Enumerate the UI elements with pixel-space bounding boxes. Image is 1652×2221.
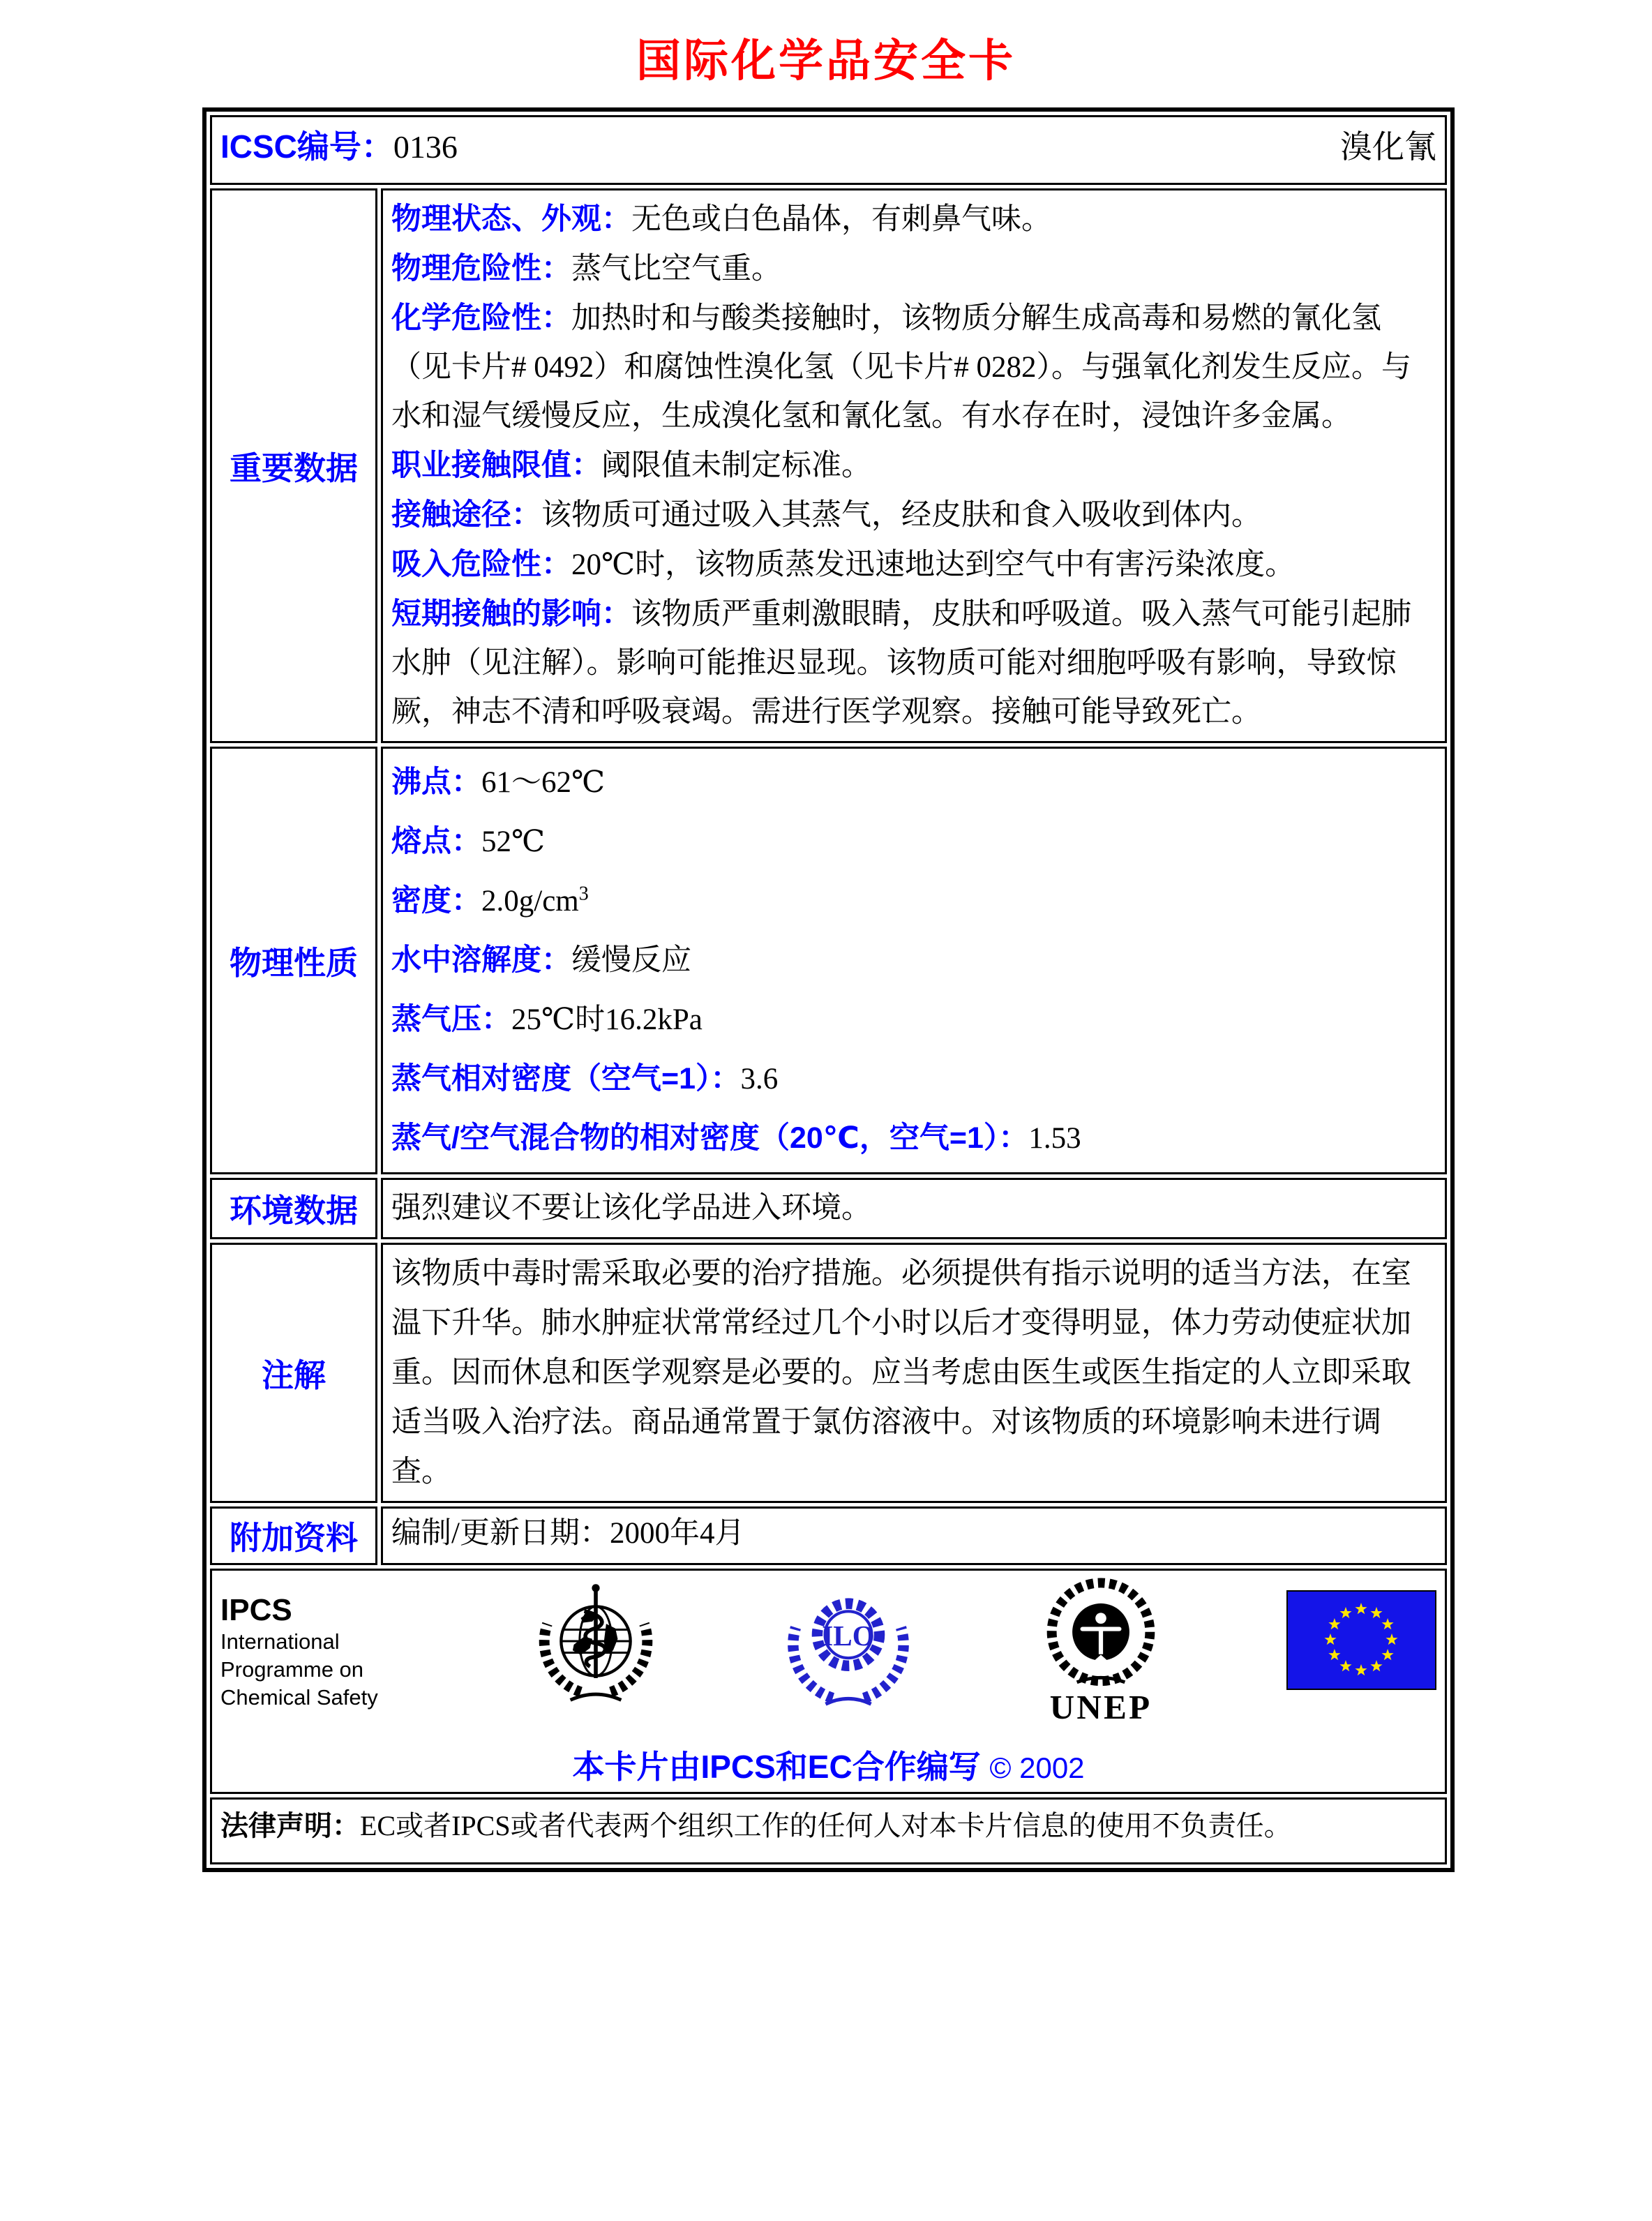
field-boiling-point: 沸点：61～62℃ xyxy=(391,765,606,799)
section-label-notes: 注解 xyxy=(210,1243,377,1503)
icsc-number-value: 0136 xyxy=(393,129,458,165)
field-routes-of-exposure: 接触途径：该物质可通过吸入其蒸气，经皮肤和食入吸收到体内。 xyxy=(391,498,1261,532)
ipcs-abbr: IPCS xyxy=(220,1593,292,1627)
field-vapour-air-mixture-relative-density: 蒸气/空气混合物的相对密度（20℃，空气=1）：1.53 xyxy=(391,1121,1081,1155)
legal-label: 法律声明： xyxy=(220,1811,360,1841)
page-title: 国际化学品安全卡 xyxy=(636,36,1016,86)
field-occupational-exposure-limits: 职业接触限值：阈限值未制定标准。 xyxy=(391,449,871,482)
environmental-data-row xyxy=(210,1178,1447,1239)
eu-flag-icon xyxy=(1286,1575,1436,1693)
copyright-text: 本卡片由IPCS和EC合作编写 xyxy=(572,1749,981,1785)
environmental-data-content xyxy=(381,1178,1447,1239)
section-label-environmental-data: 环境数据 xyxy=(210,1178,377,1239)
field-melting-point: 熔点：52℃ xyxy=(391,825,546,858)
ilo-logo-icon xyxy=(782,1575,915,1712)
notes-content xyxy=(381,1243,1447,1503)
physical-properties-content xyxy=(381,747,1447,1174)
notes-text: 该物质中毒时需采取必要的治疗措施。必须提供有指示说明的适当方法，在室温下升华。肺水肿症状常常经过几个小时以后才变得明显，体力劳动使症状加重。因而休息和医学观察是必要的。应当考虑由医生或医生指定的人立即采取适当吸入治疗法。商品通常置于氯仿溶液中。对该物质的环境影响未进行调查。 xyxy=(391,1257,1411,1488)
section-label-additional-info: 附加资料 xyxy=(210,1506,377,1565)
header-row xyxy=(210,115,1447,185)
field-short-term-exposure-effects: 短期接触的影响：该物质严重刺激眼睛，皮肤和呼吸道。吸入蒸气可能引起肺水肿（见注解）。影响可能推迟显现。该物质可能对细胞呼吸有影响，导致惊厥，神志不清和呼吸衰竭。需进行医学观察。接触可能导致死亡。 xyxy=(391,597,1411,728)
field-vapour-pressure: 蒸气压：25℃时16.2kPa xyxy=(391,1003,703,1036)
section-label-physical-properties: 物理性质 xyxy=(210,747,377,1174)
legal-cell xyxy=(210,1797,1447,1864)
legal-text: EC或者IPCS或者代表两个组织工作的任何人对本卡片信息的使用不负责任。 xyxy=(360,1810,1292,1841)
unep-logo-icon xyxy=(1038,1575,1164,1729)
field-chemical-hazards: 化学危险性：加热时和与酸类接触时，该物质分解生成高毒和易燃的氰化氢（见卡片# 0492）和腐蚀性溴化氢（见卡片# 0282）。与强氧化剂发生反应。与水和湿气缓慢反应，生成溴化氢和氰化氢。有水存在时，浸蚀许多金属。 xyxy=(391,301,1411,433)
field-physical-state-appearance: 物理状态、外观：无色或白色晶体，有刺鼻气味。 xyxy=(391,202,1051,236)
additional-info-content xyxy=(381,1506,1447,1565)
chemical-name: 溴化氰 xyxy=(1340,129,1436,165)
field-vapour-relative-density: 蒸气相对密度（空气=1）：3.6 xyxy=(391,1062,779,1095)
physical-properties-row xyxy=(210,747,1447,1174)
ipcs-text-block: IPCS International Programme on Chemical Safety xyxy=(220,1575,409,1712)
field-inhalation-risk: 吸入危险性：20℃时，该物质蒸发迅速地达到空气中有害污染浓度。 xyxy=(391,548,1296,581)
additional-info-text: 编制/更新日期：2000年4月 xyxy=(391,1517,745,1550)
icsc-number-label: ICSC编号： xyxy=(220,128,393,165)
copyright-year: © 2002 xyxy=(989,1751,1085,1784)
unep-letters: UNEP xyxy=(1049,1688,1152,1726)
header-cell xyxy=(210,115,1447,185)
important-data-row xyxy=(210,188,1447,743)
field-physical-hazards: 物理危险性：蒸气比空气重。 xyxy=(391,252,781,285)
logos-row xyxy=(210,1569,1447,1794)
who-logo-icon xyxy=(532,1575,659,1711)
additional-info-row xyxy=(210,1506,1447,1565)
section-label-important-data: 重要数据 xyxy=(210,188,377,743)
copyright-line xyxy=(220,1742,1436,1788)
field-density: 密度：$2.0g/cm^3$ xyxy=(391,883,589,918)
ilo-letters: ILO xyxy=(822,1620,875,1652)
important-data-content xyxy=(381,188,1447,743)
legal-row xyxy=(210,1797,1447,1864)
field-solubility-in-water: 水中溶解度：缓慢反应 xyxy=(391,943,691,977)
environmental-data-text: 强烈建议不要让该化学品进入环境。 xyxy=(391,1192,871,1225)
icsc-card-table xyxy=(202,107,1455,1872)
logos-cell xyxy=(210,1569,1447,1794)
notes-row xyxy=(210,1243,1447,1503)
